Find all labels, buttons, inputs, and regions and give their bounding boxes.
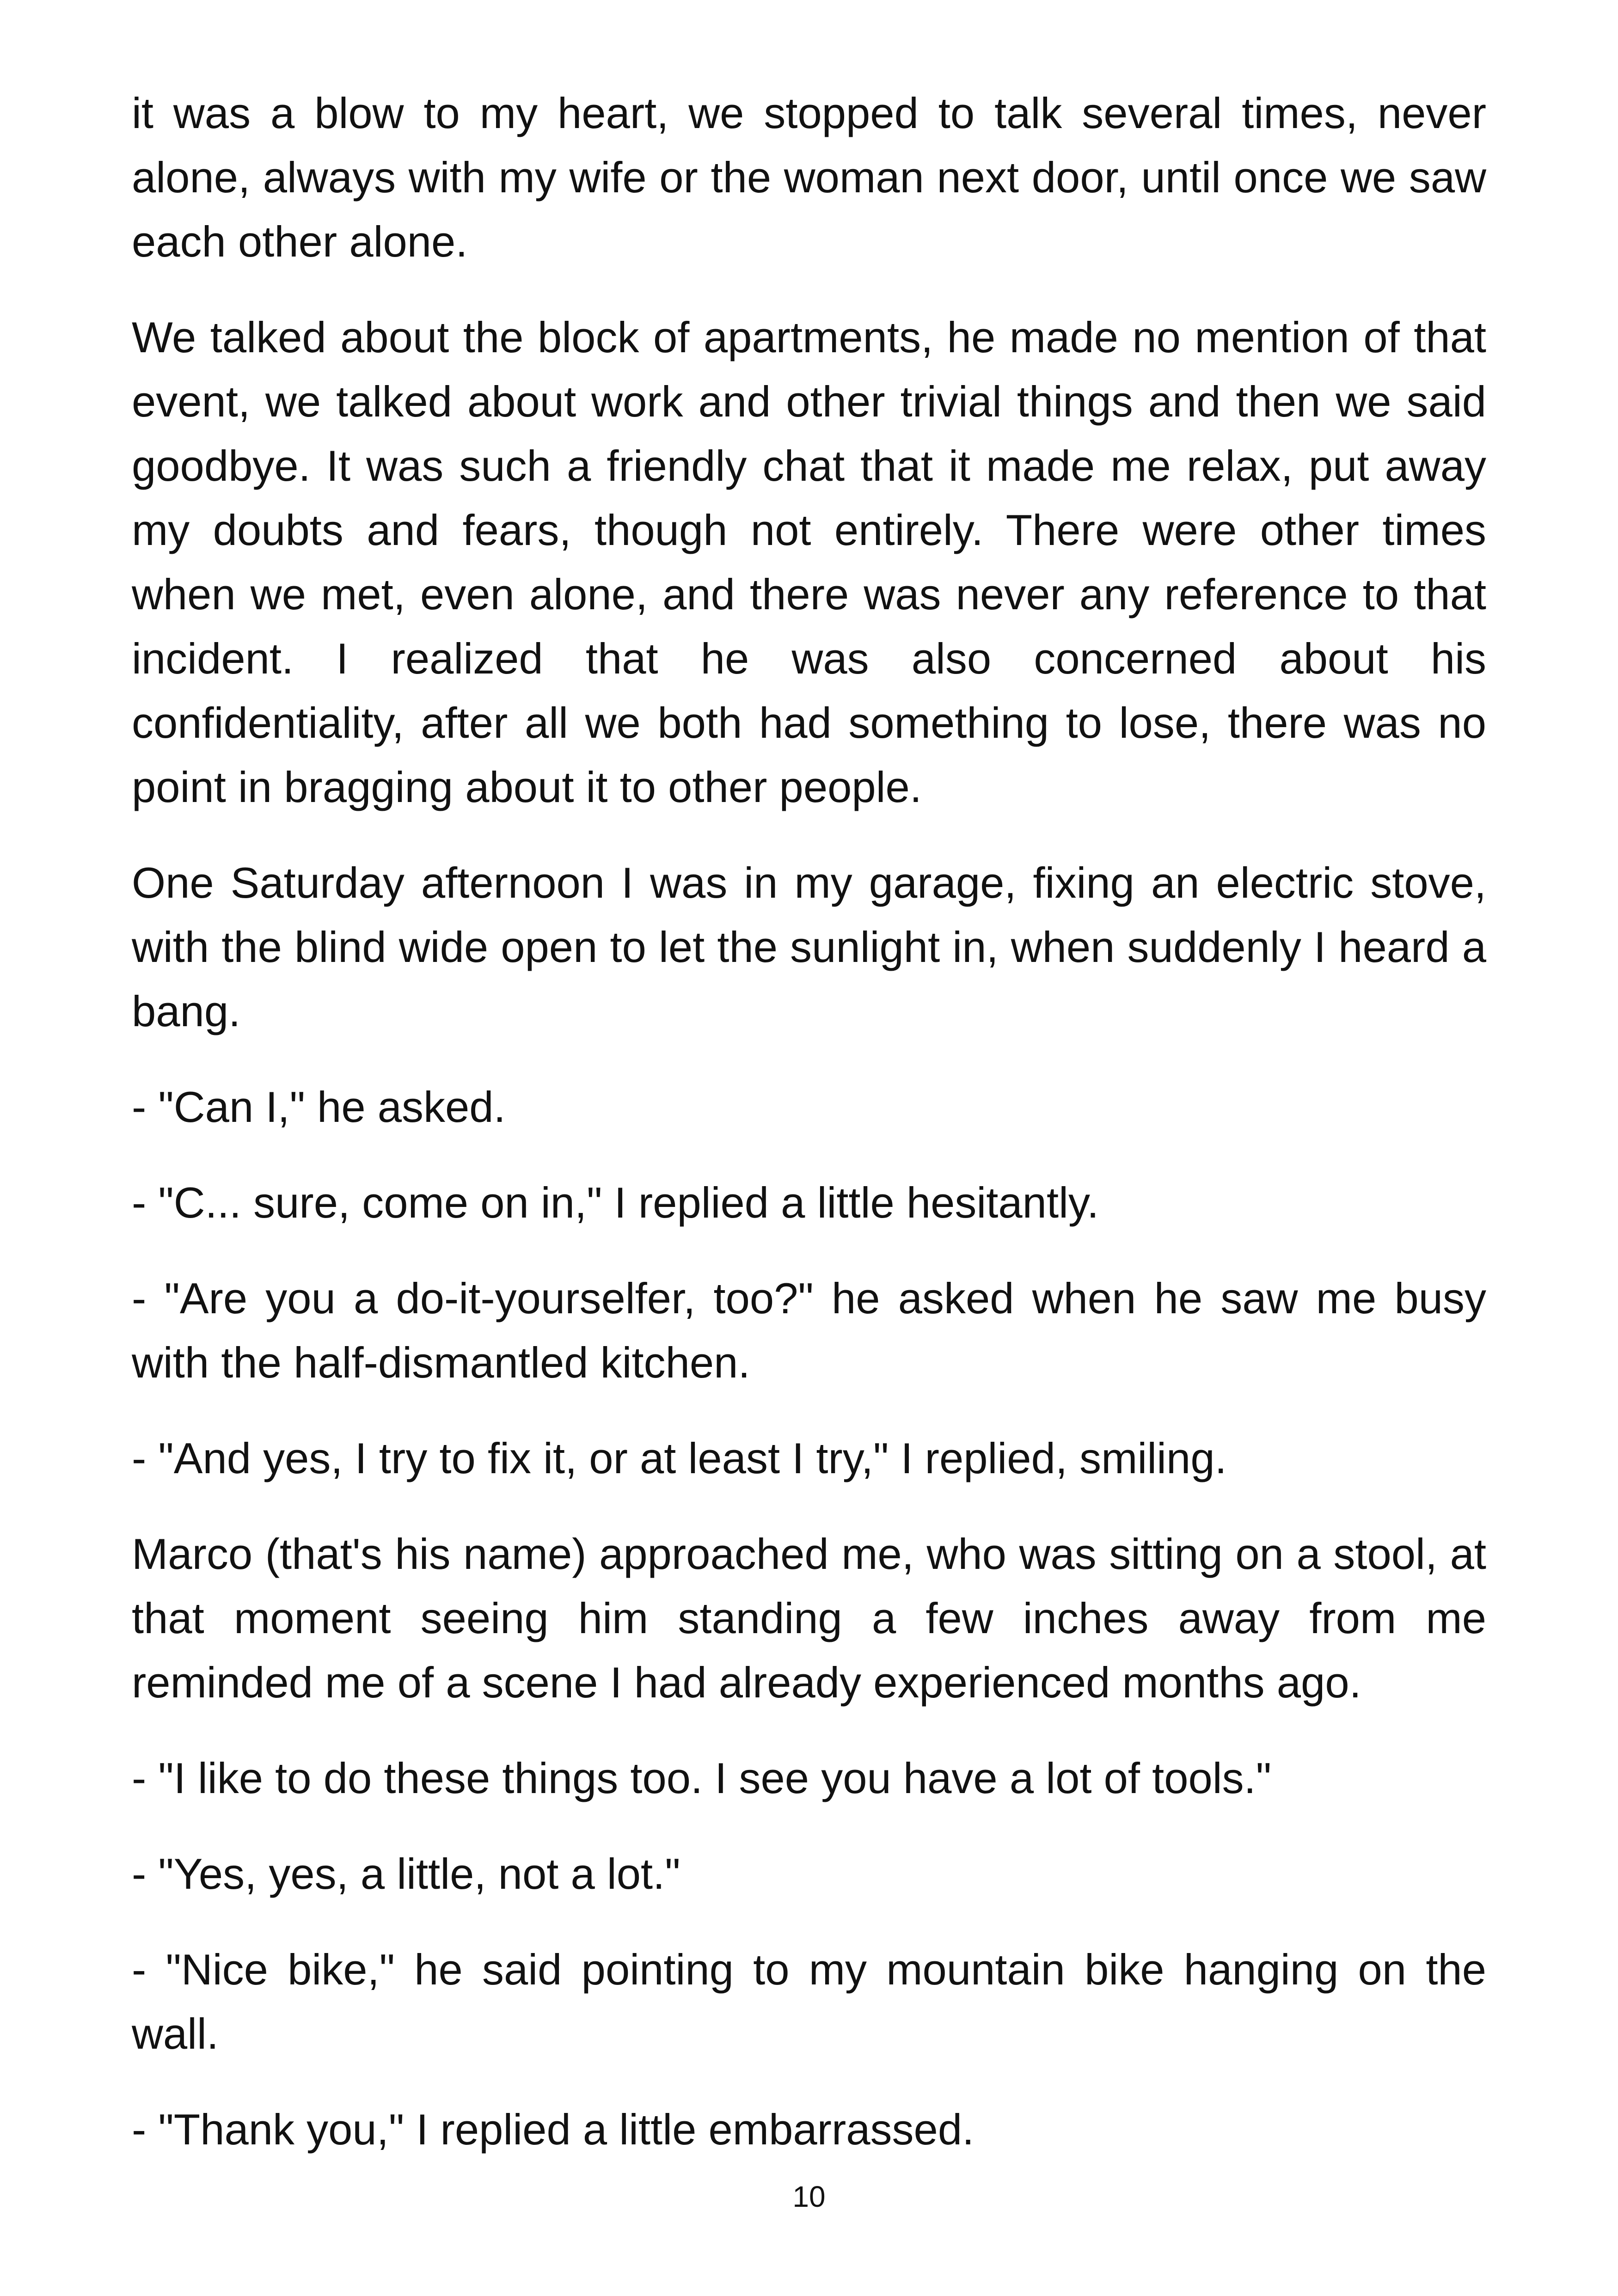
paragraph: it was a blow to my heart, we stopped to talk several times, never alone, always with my wife or the woman next door, until once we saw each other alone.: [132, 89, 1486, 266]
paragraph: Marco (that's his name) approached me, who was sitting on a stool, at that moment seeing him standing a few inches away from me reminded me of a scene I had already experienced months ago.: [132, 1530, 1486, 1707]
dialogue-line: - "C... sure, come on in," I replied a little hesitantly.: [132, 1178, 1099, 1227]
dialogue-line: - "I like to do these things too. I see you have a lot of tools.": [132, 1754, 1272, 1802]
page-number: 10: [792, 2180, 826, 2213]
dialogue-line: - "Can I," he asked.: [132, 1083, 506, 1131]
dialogue-line: - "Are you a do-it-yourselfer, too?" he asked when he saw me busy with the half-dismantled kitchen.: [132, 1274, 1486, 1387]
dialogue-line: - "Nice bike," he said pointing to my mountain bike hanging on the wall.: [132, 1945, 1486, 2058]
paragraph: We talked about the block of apartments, he made no mention of that event, we talked about work and other trivial things and then we said goodbye. It was such a friendly chat that it made me relax, put away my doubts and fears, though not entirely. There were other times when we met, even alone, and there was never any reference to that incident. I realized that he was also concerned about his confidentiality, after all we both had something to lose, there was no point in bragging about it to other people.: [132, 313, 1486, 811]
body-text: [132, 81, 1486, 2193]
dialogue-line: - "And yes, I try to fix it, or at least I try," I replied, smiling.: [132, 1434, 1227, 1482]
dialogue-line: - "Thank you," I replied a little embarrassed.: [132, 2105, 974, 2154]
paragraph: One Saturday afternoon I was in my garage, fixing an electric stove, with the blind wide open to let the sunlight in, when suddenly I heard a bang.: [132, 858, 1486, 1035]
dialogue-line: - "Yes, yes, a little, not a lot.": [132, 1849, 680, 1898]
